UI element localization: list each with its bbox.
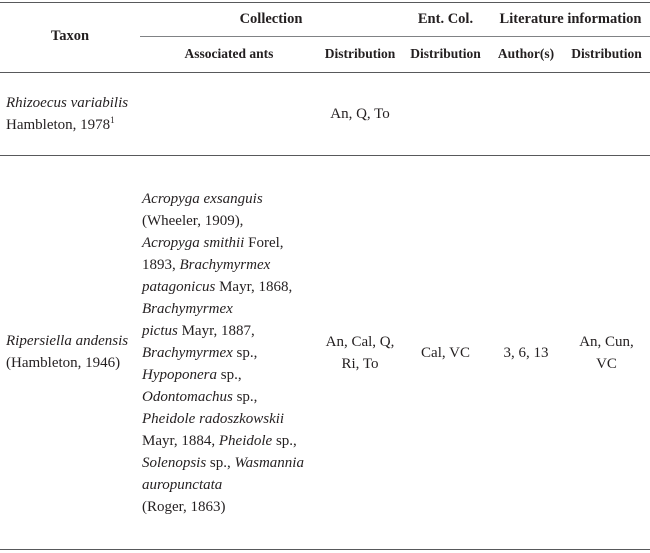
literature-authors: 3, 6, 13 <box>503 345 549 361</box>
ants-line <box>142 430 318 452</box>
ants-line <box>142 408 318 430</box>
ant-species: Acropyga smithii <box>142 235 245 251</box>
ant-author: sp., <box>236 389 258 405</box>
ant-species: Solenopsis <box>142 455 207 471</box>
ants-line <box>142 298 318 320</box>
ant-author: sp., <box>275 433 297 449</box>
ants-line <box>142 320 318 342</box>
header-ent-col: Ent. Col. <box>417 11 474 27</box>
ant-author: Mayr, 1868, <box>219 279 293 295</box>
header-taxon: Taxon <box>50 28 90 44</box>
ants-line <box>142 386 318 408</box>
taxon-author: (Hambleton, 1946) <box>6 355 121 371</box>
taxon-author: Hambleton, 1978 <box>6 117 111 133</box>
taxon-name: Ripersiella andensis <box>6 333 129 349</box>
ant-species: Brachymyrmex <box>142 345 233 361</box>
row-divider-rule <box>0 155 650 156</box>
ants-line <box>142 474 318 496</box>
ant-species: patagonicus <box>142 279 216 295</box>
collection-distribution: An, Q, To <box>330 106 390 122</box>
ant-author: Mayr, 1884, <box>142 433 216 449</box>
header-distribution-collection: Distribution <box>324 46 396 61</box>
table-row <box>6 92 140 136</box>
ants-line <box>142 232 318 254</box>
ants-line <box>142 210 318 232</box>
footnote-marker: 1 <box>110 115 115 125</box>
table-top-rule <box>0 2 650 3</box>
ant-species: Pheidole radoszkowskii <box>142 411 285 427</box>
ants-line <box>142 496 318 518</box>
ent-col-distribution: Cal, VC <box>421 345 470 361</box>
header-authors: Author(s) <box>497 46 555 61</box>
associated-ants-list <box>142 188 318 518</box>
header-collection: Collection <box>239 11 303 27</box>
header-bottom-rule <box>0 72 650 73</box>
ant-species: auropunctata <box>142 477 223 493</box>
ants-line <box>142 254 318 276</box>
collection-distribution <box>318 331 402 375</box>
header-distribution-ent-col: Distribution <box>410 46 481 61</box>
ant-author: 1893, <box>142 257 176 273</box>
ant-species: Brachymyrmex <box>179 257 271 273</box>
ant-species: Acropyga exsanguis <box>142 191 263 207</box>
table-bottom-rule <box>0 549 650 550</box>
ant-author: sp., <box>236 345 258 361</box>
ants-line <box>142 364 318 386</box>
ant-author: sp., <box>209 455 231 471</box>
header-literature: Literature information <box>499 11 642 27</box>
ant-author: sp., <box>220 367 242 383</box>
header-distribution-literature: Distribution <box>571 46 642 61</box>
ant-species: Pheidole <box>218 433 273 449</box>
ant-species: Brachymyrmex <box>142 301 233 317</box>
taxon-author-line <box>6 114 140 136</box>
taxon-name: Rhizoecus variabilis <box>6 95 129 111</box>
ant-species: Odontomachus <box>142 389 233 405</box>
ant-species: Hypoponera <box>142 367 217 383</box>
ant-author: Mayr, 1887, <box>181 323 255 339</box>
ants-line <box>142 276 318 298</box>
header-associated-ants: Associated ants <box>184 46 274 61</box>
ant-species: pictus <box>142 323 178 339</box>
ant-author: Forel, <box>248 235 284 251</box>
collection-distribution-line: An, Cal, Q, <box>325 334 395 350</box>
table-row <box>6 330 140 374</box>
header-group-rule <box>140 36 650 37</box>
literature-distribution-line: An, Cun, <box>579 334 634 350</box>
ants-line <box>142 342 318 364</box>
ant-species: Wasmannia <box>234 455 304 471</box>
ants-line <box>142 452 318 474</box>
ant-author: (Roger, 1863) <box>142 499 226 515</box>
ants-line <box>142 188 318 210</box>
collection-distribution-line: Ri, To <box>341 356 379 372</box>
literature-distribution <box>563 331 650 375</box>
literature-distribution-line: VC <box>596 356 617 372</box>
ant-author: (Wheeler, 1909), <box>142 213 244 229</box>
